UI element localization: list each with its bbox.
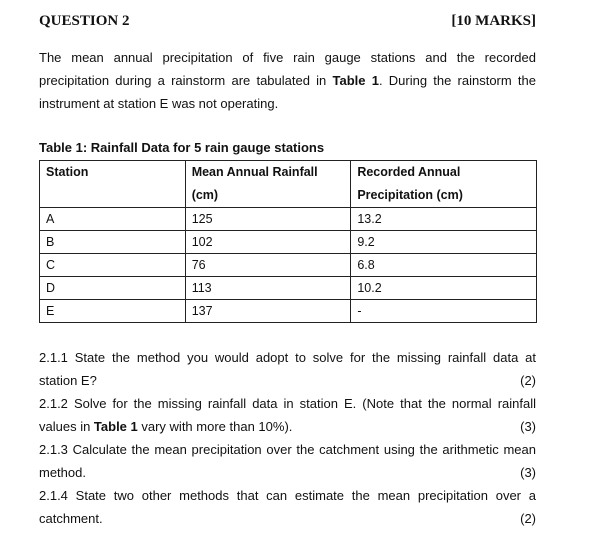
- table-row: [40, 208, 537, 231]
- cell-recorded-precipitation: 13.2: [351, 208, 537, 231]
- table-row: [40, 254, 537, 277]
- intro-text: precipitation during a rainstorm are tabulated in: [39, 73, 333, 88]
- cell-station: C: [40, 254, 186, 277]
- question-marks: (2): [520, 373, 536, 388]
- table-header-row: [40, 161, 537, 208]
- question-text-part: values in: [39, 419, 94, 434]
- table-row: [40, 300, 537, 323]
- cell-recorded-precipitation: 6.8: [351, 254, 537, 277]
- header-station: [40, 161, 186, 208]
- question-text: [39, 415, 292, 438]
- sub-questions: [39, 346, 536, 530]
- header-station-label: Station: [46, 165, 89, 179]
- header-recorded-precipitation: [351, 161, 537, 208]
- question-text: 2.1.2 Solve for the missing rainfall data in station E. (Note that the normal rainfall: [39, 396, 536, 411]
- question-title: QUESTION 2: [39, 13, 130, 29]
- cell-recorded-precipitation: 9.2: [351, 231, 537, 254]
- cell-mean-rainfall: 137: [185, 300, 351, 323]
- header-recorded-line1: Recorded Annual: [357, 165, 461, 179]
- intro-paragraph: [39, 46, 536, 115]
- cell-recorded-precipitation: -: [351, 300, 537, 323]
- sub-question-2-1-3: [39, 438, 536, 484]
- question-text: method.: [39, 465, 86, 480]
- cell-recorded-precipitation: 10.2: [351, 277, 537, 300]
- question-text: 2.1.1 State the method you would adopt to solve for the missing rainfall data at: [39, 350, 536, 365]
- sub-question-2-1-1: [39, 346, 536, 392]
- table-row: [40, 231, 537, 254]
- cell-mean-rainfall: 76: [185, 254, 351, 277]
- question-text: 2.1.3 Calculate the mean precipitation over the catchment using the arithmetic mean: [39, 442, 536, 457]
- intro-text: . During the rainstorm the: [378, 73, 536, 88]
- cell-mean-rainfall: 102: [185, 231, 351, 254]
- intro-line-3: instrument at station E was not operating.: [39, 96, 279, 111]
- table-reference: Table 1: [93, 419, 138, 434]
- question-text: 2.1.4 State two other methods that can estimate the mean precipitation over a: [39, 488, 536, 503]
- header-mean-rainfall-line1: Mean Annual Rainfall: [191, 165, 318, 179]
- question-marks: (2): [520, 511, 536, 526]
- cell-station: A: [40, 208, 186, 231]
- header-recorded-line2: Precipitation (cm): [357, 188, 463, 202]
- sub-question-2-1-4: [39, 484, 536, 530]
- table-row: [40, 277, 537, 300]
- question-text: catchment.: [39, 511, 103, 526]
- rainfall-table: [39, 160, 537, 323]
- question-text: station E?: [39, 373, 97, 388]
- question-marks: (3): [520, 465, 536, 480]
- table-reference: Table 1: [332, 73, 379, 88]
- cell-mean-rainfall: 113: [185, 277, 351, 300]
- question-text-part: vary with more than 10%).: [137, 419, 293, 434]
- header-mean-rainfall: [185, 161, 351, 208]
- question-header: [39, 13, 536, 31]
- question-marks: (3): [520, 419, 536, 434]
- sub-question-2-1-2: [39, 392, 536, 438]
- intro-line-2: [39, 69, 536, 92]
- cell-station: D: [40, 277, 186, 300]
- table-caption: Table 1: Rainfall Data for 5 rain gauge stations: [39, 140, 325, 155]
- cell-station: B: [40, 231, 186, 254]
- cell-station: E: [40, 300, 186, 323]
- header-mean-rainfall-line2: (cm): [191, 188, 219, 202]
- total-marks: [10 MARKS]: [451, 13, 536, 29]
- cell-mean-rainfall: 125: [185, 208, 351, 231]
- intro-line-1: The mean annual precipitation of five rain gauge stations and the recorded: [39, 50, 536, 65]
